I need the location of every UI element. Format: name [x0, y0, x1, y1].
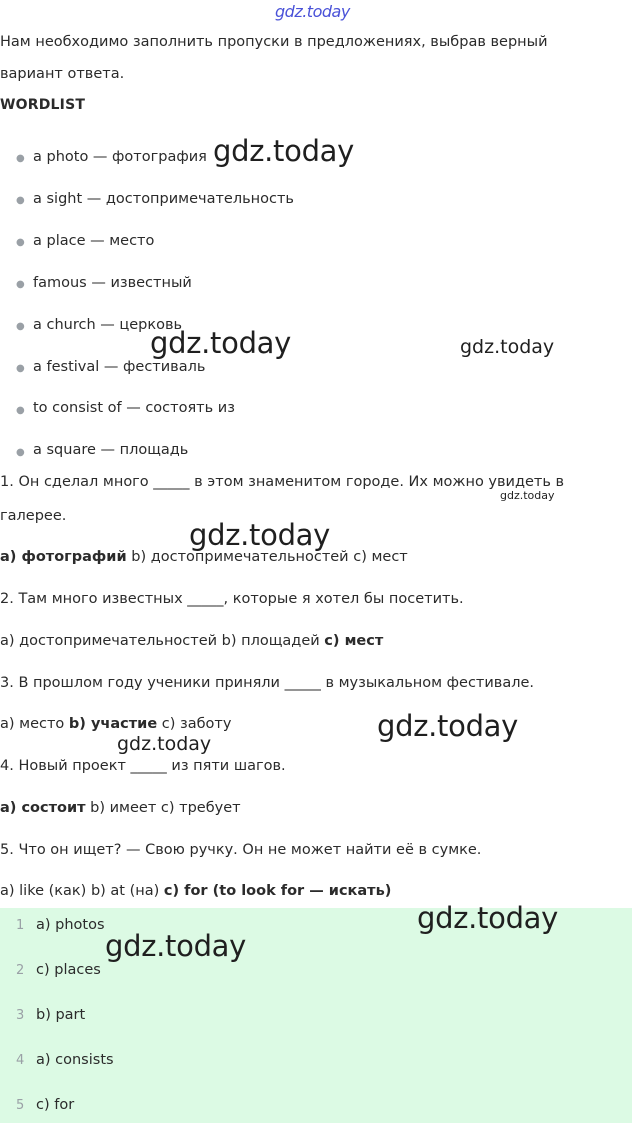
- option: c) мест: [348, 549, 408, 565]
- answer-text: b) part: [36, 1007, 86, 1023]
- watermark: gdz.today: [117, 733, 212, 755]
- question-1-text: 1. Он сделал много _____ в этом знаменитом городе. Их можно увидеть в: [0, 474, 565, 490]
- question-4-options: [0, 800, 241, 816]
- option: b) достопримечательностей: [126, 549, 349, 565]
- answer-number: 2: [16, 963, 25, 978]
- question-3-text: 3. В прошлом году ученики приняли _____ в музыкальном фестивале.: [0, 675, 535, 691]
- option: b) имеет: [85, 800, 157, 816]
- option: c) требует: [156, 800, 241, 816]
- bullet-icon: ●: [16, 363, 25, 374]
- option-correct: b) участие: [68, 716, 158, 732]
- watermark: gdz.today: [460, 336, 555, 358]
- option-correct: a) состоит: [0, 800, 86, 816]
- question-3-options: [0, 716, 231, 732]
- answer-number: 1: [16, 918, 25, 933]
- bullet-icon: ●: [16, 405, 25, 416]
- answer-text: c) places: [36, 962, 101, 978]
- watermark: gdz.today: [213, 134, 355, 168]
- option: a) место: [0, 716, 69, 732]
- option-correct: c) мест: [324, 633, 384, 649]
- option: b) площадей: [217, 633, 325, 649]
- option: c) заботу: [157, 716, 232, 732]
- wordlist-item: to consist of — состоять из: [33, 400, 235, 416]
- wordlist-item: famous — известный: [33, 275, 192, 291]
- site-watermark-top: gdz.today: [275, 2, 350, 21]
- bullet-icon: ●: [16, 447, 25, 458]
- option-correct: a) фотографий: [0, 549, 127, 565]
- answer-text: c) for: [36, 1097, 75, 1113]
- wordlist-item: a festival — фестиваль: [33, 359, 206, 375]
- question-5-options: [0, 883, 391, 899]
- wordlist-item: a sight — достопримечательность: [33, 191, 294, 207]
- wordlist-item: a photo — фотография: [33, 149, 207, 165]
- watermark: gdz.today: [105, 929, 247, 963]
- bullet-icon: ●: [16, 153, 25, 164]
- answer-number: 4: [16, 1053, 25, 1068]
- wordlist-item: a place — место: [33, 233, 155, 249]
- watermark: gdz.today: [417, 901, 559, 935]
- option-correct: c) for (to look for — искать): [163, 883, 392, 899]
- answer-text: a) photos: [36, 917, 105, 933]
- wordlist-item: a church — церковь: [33, 317, 183, 333]
- wordlist-item: a square — площадь: [33, 442, 189, 458]
- answers-box: [0, 908, 632, 1123]
- question-2-text: 2. Там много известных _____, которые я хотел бы посетить.: [0, 591, 464, 607]
- question-5-text: 5. Что он ищет? — Свою ручку. Он не может найти её в сумке.: [0, 842, 482, 858]
- question-1-text-cont: галерее.: [0, 508, 67, 524]
- question-4-text: 4. Новый проект _____ из пяти шагов.: [0, 758, 286, 774]
- answer-number: 3: [16, 1008, 25, 1023]
- answer-number: 5: [16, 1098, 25, 1113]
- wordlist-heading: WORDLIST: [0, 97, 86, 113]
- intro-line-1: Нам необходимо заполнить пропуски в предложениях, выбрав верный: [0, 34, 548, 50]
- watermark: gdz.today: [500, 489, 555, 502]
- watermark: gdz.today: [189, 518, 331, 552]
- option: a) достопримечательностей: [0, 633, 218, 649]
- bullet-icon: ●: [16, 237, 25, 248]
- watermark: gdz.today: [377, 709, 519, 743]
- bullet-icon: ●: [16, 321, 25, 332]
- bullet-icon: ●: [16, 195, 25, 206]
- question-2-options: [0, 633, 383, 649]
- watermark: gdz.today: [150, 326, 292, 360]
- bullet-icon: ●: [16, 279, 25, 290]
- answer-text: a) consists: [36, 1052, 114, 1068]
- option: a) like (как) b) at (на): [0, 883, 164, 899]
- intro-line-2: вариант ответа.: [0, 66, 125, 82]
